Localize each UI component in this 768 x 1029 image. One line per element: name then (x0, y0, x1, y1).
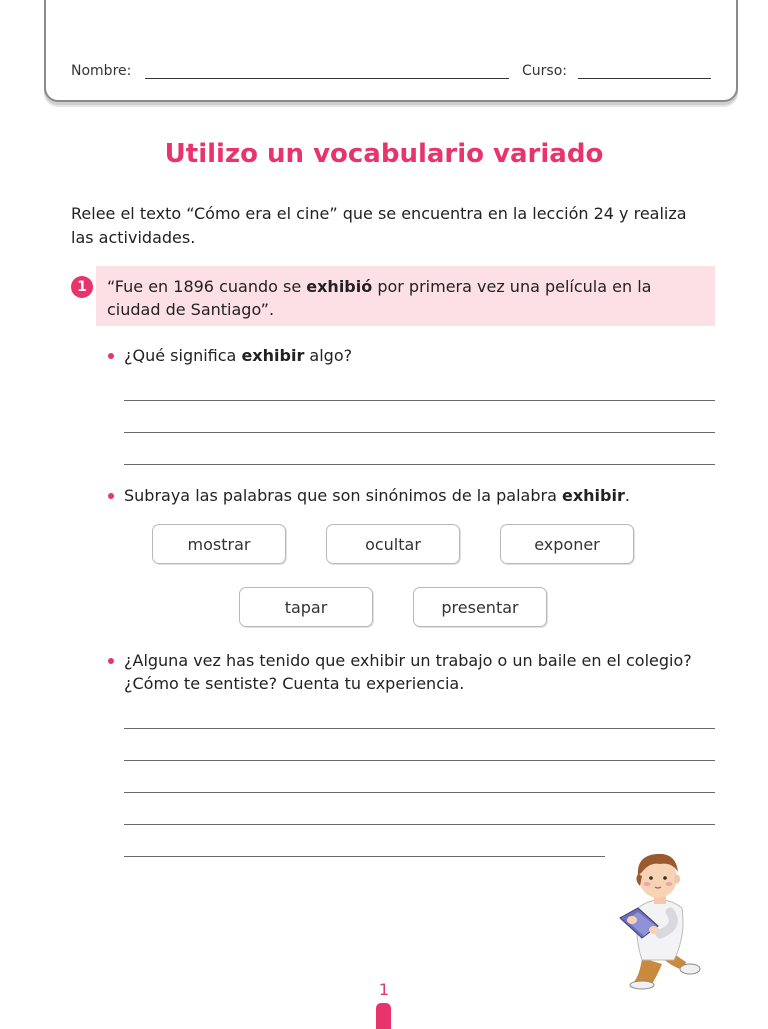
quote-text-after: por primera vez una película en la ciudad de Santiago”. (107, 277, 652, 319)
answer-line[interactable] (124, 856, 605, 857)
word-option-tapar[interactable]: tapar (239, 587, 373, 627)
quote-box (96, 266, 715, 326)
header-frame (44, 0, 738, 102)
answer-line[interactable] (124, 728, 715, 729)
word-option-mostrar[interactable]: mostrar (152, 524, 286, 564)
activity-number-badge: 1 (71, 276, 93, 298)
word-option-exponer[interactable]: exponer (500, 524, 634, 564)
intro-instructions: Relee el texto “Cómo era el cine” que se encuentra en la lección 24 y realiza las actividades. (71, 204, 687, 247)
answer-line[interactable] (124, 760, 715, 761)
answer-line[interactable] (124, 400, 715, 401)
word-option-presentar[interactable]: presentar (413, 587, 547, 627)
bullet-dot-icon (108, 353, 114, 359)
bullet-dot-icon (108, 658, 114, 664)
page-title: Utilizo un vocabulario variado (164, 139, 604, 169)
curso-label: Curso: (522, 63, 567, 79)
page-number: 1 (378, 980, 390, 999)
boy-reading-book-icon (612, 846, 708, 992)
answer-line[interactable] (124, 432, 715, 433)
question-meaning-text: ¿Qué significa exhibir algo? (124, 346, 353, 365)
answer-line[interactable] (124, 464, 715, 465)
quote-text-bold: exhibió (306, 277, 373, 296)
question-synonyms-text: Subraya las palabras que son sinónimos de la palabra exhibir. (124, 486, 630, 505)
nombre-label: Nombre: (71, 63, 132, 79)
quote-text-before: “Fue en 1896 cuando se (107, 277, 307, 296)
word-option-ocultar[interactable]: ocultar (326, 524, 460, 564)
nombre-field-line[interactable] (145, 78, 509, 79)
answer-line[interactable] (124, 824, 715, 825)
name-course-row (71, 63, 711, 83)
curso-field-line[interactable] (578, 78, 711, 79)
question-experience-text: ¿Alguna vez has tenido que exhibir un trabajo o un baile en el colegio? ¿Cómo te sentiste? Cuenta tu experiencia. (124, 651, 692, 693)
answer-line[interactable] (124, 792, 715, 793)
page-tab-marker (376, 1003, 391, 1029)
bullet-dot-icon (108, 493, 114, 499)
